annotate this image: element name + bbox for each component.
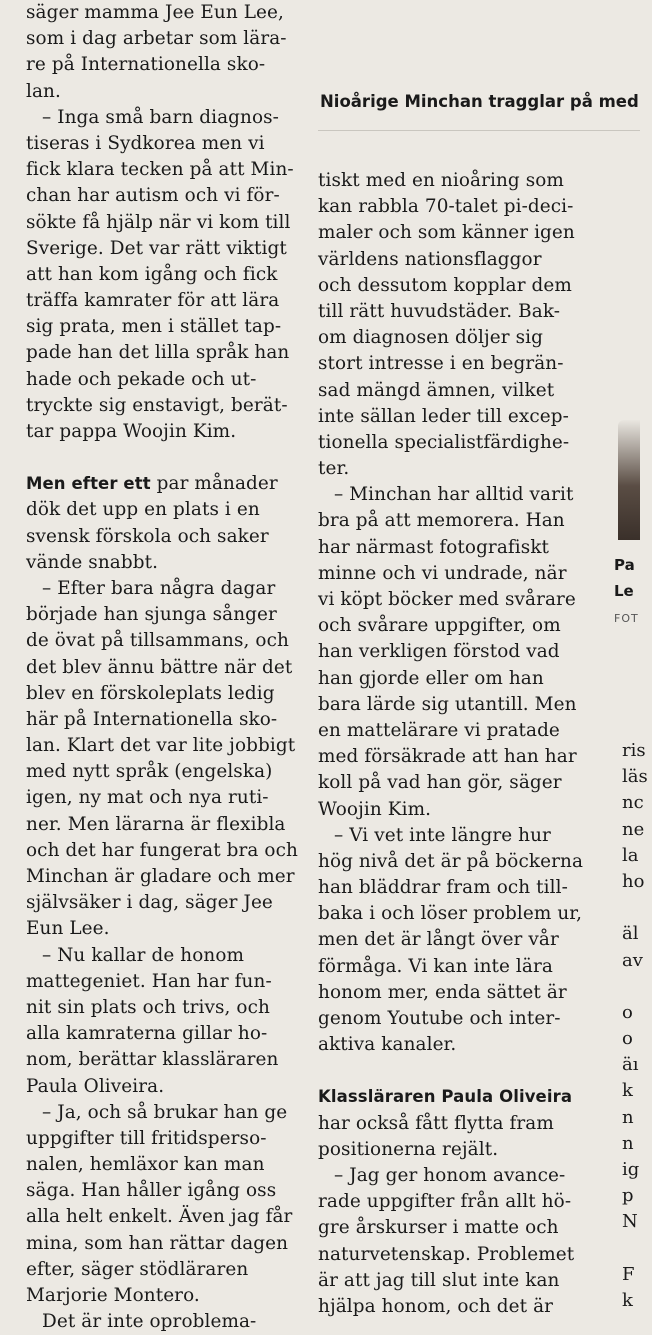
text-line-content: en mattelärare vi pratade xyxy=(318,719,560,741)
text-line-content: och det har fungerat bra och xyxy=(26,839,298,861)
text-line xyxy=(26,262,306,288)
text-line-content: han verkligen förstod vad xyxy=(318,641,560,663)
text-line-content: tryckte sig enstavigt, berät- xyxy=(26,394,288,416)
text-line xyxy=(26,1283,306,1309)
cropped-text-fragment: N xyxy=(622,1211,638,1233)
text-line xyxy=(26,995,306,1021)
cropped-text-fragment: o xyxy=(622,1001,633,1023)
article-column-middle xyxy=(318,168,610,1320)
text-line-content: – Nu kallar de honom xyxy=(42,944,245,966)
text-line-content: hade och pekade och ut- xyxy=(26,368,257,390)
text-line xyxy=(26,864,306,890)
text-line xyxy=(26,0,306,26)
text-line xyxy=(26,1074,306,1100)
photo-caption-name-fragment: Pa xyxy=(614,556,635,574)
text-line xyxy=(26,838,306,864)
photo-caption-headline: Nioårige Minchan tragglar på med xyxy=(320,92,639,111)
cropped-text-fragment: la xyxy=(622,844,639,866)
text-line-content: har närmast fotografiskt xyxy=(318,536,550,558)
text-line xyxy=(318,1084,610,1110)
text-line xyxy=(318,587,610,613)
text-line-content: och dessutom kopplar dem xyxy=(318,274,572,296)
text-line-content: re på Internationella sko- xyxy=(26,54,266,76)
text-line xyxy=(318,1215,610,1241)
text-line-content: rade uppgifter från allt hö- xyxy=(318,1191,572,1213)
text-line-content: förmåga. Vi kan inte lära xyxy=(318,955,553,977)
cropped-text-fragment xyxy=(622,974,652,1000)
text-line-content: koll på vad han gör, säger xyxy=(318,772,562,794)
text-line xyxy=(26,524,306,550)
text-line-content: vi köpt böcker med svårare xyxy=(318,589,576,610)
text-line xyxy=(318,1189,610,1215)
text-line xyxy=(26,576,306,602)
text-line-content: sig prata, men i stället tap- xyxy=(26,316,282,338)
text-line-content: världens nationsflaggor xyxy=(318,248,542,270)
text-line xyxy=(26,1152,306,1178)
text-line xyxy=(26,1257,306,1283)
text-line xyxy=(26,471,306,497)
text-line xyxy=(318,1006,610,1032)
text-line xyxy=(318,770,610,796)
text-line-content: igen, ny mat och nya ruti- xyxy=(26,787,269,809)
text-line-content: Woojin Kim. xyxy=(318,798,432,820)
text-line xyxy=(26,210,306,236)
text-line xyxy=(26,943,306,969)
text-line-content: blev en förskoleplats ledig xyxy=(26,682,275,704)
text-line xyxy=(26,497,306,523)
text-line-content: – Jag ger honom avance- xyxy=(334,1164,566,1186)
cropped-text-fragment: läs xyxy=(622,766,648,788)
text-line-content: – Vi vet inte längre hur xyxy=(334,824,551,846)
text-line-content: Eun Lee. xyxy=(26,918,110,940)
text-line xyxy=(26,52,306,78)
text-line xyxy=(26,26,306,52)
text-line xyxy=(318,613,610,639)
text-line xyxy=(26,419,306,445)
text-line xyxy=(318,875,610,901)
text-line-content: han bläddrar fram och till- xyxy=(318,877,568,899)
text-line-content: aktiva kanaler. xyxy=(318,1034,457,1056)
text-line-content: Minchan är gladare och mer xyxy=(26,866,295,887)
text-line xyxy=(318,718,610,744)
paragraph-gap xyxy=(26,445,306,471)
text-line-content: nit sin plats och trivs, och xyxy=(26,996,270,1018)
cropped-text-fragment: n xyxy=(622,1132,634,1154)
text-line xyxy=(318,325,610,351)
text-line-content: Det är inte oproblema- xyxy=(42,1311,257,1333)
text-line xyxy=(318,220,610,246)
text-line-content: hjälpa honom, och det är xyxy=(318,1295,554,1317)
text-line-content: uppgifter till fritidsperso- xyxy=(26,1127,267,1149)
text-line xyxy=(318,639,610,665)
text-line-content: det blev ännu bättre när det xyxy=(26,656,293,678)
cropped-text-fragment: av xyxy=(622,949,643,971)
text-line xyxy=(318,508,610,534)
text-line-content: tionella specialistfärdighe- xyxy=(318,431,570,453)
text-line-content: fick klara tecken på att Min- xyxy=(26,159,294,181)
text-line xyxy=(318,744,610,770)
cropped-text-fragment: nc xyxy=(622,792,644,814)
text-line xyxy=(318,927,610,953)
text-line xyxy=(318,1242,610,1268)
cropped-text-fragment: ho xyxy=(622,870,645,892)
text-line xyxy=(318,247,610,273)
text-line-content: de övat på tillsammans, och xyxy=(26,630,289,652)
text-line xyxy=(318,901,610,927)
text-line xyxy=(318,849,610,875)
text-line-content: Paula Oliveira. xyxy=(26,1075,165,1097)
text-line xyxy=(318,980,610,1006)
text-line-content: tar pappa Woojin Kim. xyxy=(26,421,237,442)
text-line-content: sad mängd ämnen, vilket xyxy=(318,379,555,401)
text-line-content: nalen, hemläxor kan man xyxy=(26,1154,265,1176)
text-line-content: har också fått flytta fram xyxy=(318,1112,554,1134)
text-line-content: om diagnosen döljer sig xyxy=(318,327,544,349)
text-line xyxy=(318,692,610,718)
text-line-content: som i dag arbetar som lära- xyxy=(26,28,287,50)
cropped-text-fragment: o xyxy=(622,1028,633,1050)
cropped-text-fragment: p xyxy=(622,1185,634,1207)
text-line-content: genom Youtube och inter- xyxy=(318,1008,561,1029)
text-line xyxy=(318,561,610,587)
text-line-content: mina, som han rättar dagen xyxy=(26,1232,289,1254)
text-line-content: till rätt huvudstäder. Bak- xyxy=(318,300,561,322)
text-line-content: efter, säger stödläraren xyxy=(26,1258,249,1280)
cropped-text-fragment: ris xyxy=(622,740,646,761)
text-line xyxy=(26,1126,306,1152)
cropped-text-fragment xyxy=(622,1236,652,1262)
text-line xyxy=(26,602,306,628)
text-line-content: par månader xyxy=(150,473,278,495)
text-line-content: pade han det lilla språk han xyxy=(26,342,290,364)
text-line-content: – Ja, och så brukar han ge xyxy=(42,1101,288,1123)
text-line-content: träffa kamrater för att lära xyxy=(26,290,280,312)
text-line-content: vände snabbt. xyxy=(26,551,159,573)
text-line-content: säger mamma Jee Eun Lee, xyxy=(26,2,284,23)
text-line-content: honom mer, enda sättet är xyxy=(318,981,567,1003)
text-line xyxy=(26,1204,306,1230)
text-line xyxy=(26,681,306,707)
text-line xyxy=(26,969,306,995)
text-line xyxy=(26,733,306,759)
text-line-content: är att jag till slut inte kan xyxy=(318,1269,560,1291)
text-line xyxy=(26,890,306,916)
text-line xyxy=(26,1309,306,1335)
text-line-content: dök det upp en plats i en xyxy=(26,499,260,521)
text-line-content: minne och vi undrade, när xyxy=(318,562,567,584)
text-line xyxy=(318,430,610,456)
text-line xyxy=(318,1111,610,1137)
text-line-content: med nytt språk (engelska) xyxy=(26,761,273,783)
text-line xyxy=(26,340,306,366)
photo-caption-name-fragment-2: Le xyxy=(614,582,634,600)
text-line xyxy=(26,157,306,183)
text-line-content: sökte få hjälp när vi kom till xyxy=(26,211,291,233)
caption-divider xyxy=(318,130,640,131)
text-line xyxy=(26,916,306,942)
text-line-content: hög nivå det är på böckerna xyxy=(318,850,584,872)
text-line xyxy=(26,550,306,576)
text-line xyxy=(318,954,610,980)
text-line-content: maler och som känner igen xyxy=(318,222,575,244)
text-line-content: bara lärde sig utantill. Men xyxy=(318,693,577,715)
text-line xyxy=(318,823,610,849)
text-line xyxy=(26,1231,306,1257)
text-line-content: lan. xyxy=(26,80,61,102)
text-line-content: ter. xyxy=(318,458,350,480)
text-line-content: säga. Han håller igång oss xyxy=(26,1180,277,1202)
cropped-text-fragment: ne xyxy=(622,818,645,840)
cropped-text-fragment: äl xyxy=(622,923,639,945)
text-line xyxy=(318,535,610,561)
text-line xyxy=(318,273,610,299)
lead-in-text: Men efter ett xyxy=(26,474,151,494)
text-line xyxy=(318,666,610,692)
text-line xyxy=(318,482,610,508)
text-line-content: – Inga små barn diagnos- xyxy=(42,106,279,128)
photo-credit-fragment: FOT xyxy=(614,612,639,625)
text-line xyxy=(26,131,306,157)
text-line xyxy=(318,797,610,823)
text-line xyxy=(318,1163,610,1189)
text-line xyxy=(318,1268,610,1294)
text-line-content: – Efter bara några dagar xyxy=(42,577,276,599)
text-line-content: men det är långt över vår xyxy=(318,929,559,951)
text-line xyxy=(318,456,610,482)
text-line xyxy=(318,299,610,325)
text-line xyxy=(318,1032,610,1058)
text-line-content: inte sällan leder till excep- xyxy=(318,405,569,427)
text-line-content: nom, berättar klassläraren xyxy=(26,1049,279,1071)
text-line-content: positionerna rejält. xyxy=(318,1138,499,1160)
text-line xyxy=(318,378,610,404)
cropped-text-fragment: äı xyxy=(622,1054,639,1076)
text-line xyxy=(26,105,306,131)
text-line xyxy=(318,1137,610,1163)
text-line-content: Marjorie Montero. xyxy=(26,1285,200,1306)
text-line xyxy=(26,1178,306,1204)
text-line-content: tiseras i Sydkorea men vi xyxy=(26,132,265,154)
text-line xyxy=(26,393,306,419)
article-column-left xyxy=(26,0,306,1335)
cropped-text-fragment: k xyxy=(622,1289,633,1311)
cropped-text-fragment: ig xyxy=(622,1159,640,1180)
text-line-content: alla kamraterna gillar ho- xyxy=(26,1023,268,1045)
text-line xyxy=(26,1047,306,1073)
text-line-content: baka i och löser problem ur, xyxy=(318,903,583,925)
text-line xyxy=(26,628,306,654)
text-line-content: här på Internationella sko- xyxy=(26,708,278,730)
text-line-content: stort intresse i en begrän- xyxy=(318,353,564,375)
text-line-content: han gjorde eller om han xyxy=(318,667,544,689)
text-line xyxy=(26,1100,306,1126)
text-line-content: att han kom igång och fick xyxy=(26,263,278,285)
text-line xyxy=(26,1021,306,1047)
text-line-content: svensk förskola och saker xyxy=(26,525,269,547)
text-line xyxy=(26,314,306,340)
text-line-content: med försäkrade att han har xyxy=(318,746,577,768)
text-line xyxy=(26,367,306,393)
text-line-content: kan rabbla 70-talet pi-deci- xyxy=(318,196,574,218)
text-line-content: lan. Klart det var lite jobbigt xyxy=(26,735,296,757)
text-line-content: började han sjunga sånger xyxy=(26,604,277,626)
photo-cropped xyxy=(618,420,640,540)
text-line xyxy=(26,785,306,811)
paragraph-gap xyxy=(318,1058,610,1084)
text-line-content: alla helt enkelt. Även jag får xyxy=(26,1206,293,1228)
text-line xyxy=(26,288,306,314)
text-line xyxy=(26,707,306,733)
text-line-content: chan har autism och vi för- xyxy=(26,185,280,207)
cropped-text-fragment: F xyxy=(622,1263,635,1285)
text-line xyxy=(26,812,306,838)
text-line-content: naturvetenskap. Problemet xyxy=(318,1243,575,1265)
text-line-content: tiskt med en nioåring som xyxy=(318,170,564,191)
text-line-content: ner. Men lärarna är flexibla xyxy=(26,813,286,835)
text-line xyxy=(26,183,306,209)
text-line xyxy=(318,404,610,430)
text-line xyxy=(26,759,306,785)
text-line-content: bra på att memorera. Han xyxy=(318,510,565,532)
article-column-right-cropped xyxy=(622,738,652,1314)
lead-in-text: Klassläraren Paula Oliveira xyxy=(318,1087,573,1107)
text-line-content: Sverige. Det var rätt viktigt xyxy=(26,237,287,259)
text-line xyxy=(318,194,610,220)
text-line-content: självsäker i dag, säger Jee xyxy=(26,892,273,914)
text-line xyxy=(26,79,306,105)
text-line-content: mattegeniet. Han har fun- xyxy=(26,970,272,992)
text-line xyxy=(318,351,610,377)
text-line xyxy=(26,236,306,262)
text-line-content: och svårare uppgifter, om xyxy=(318,615,561,637)
cropped-text-fragment: k xyxy=(622,1080,633,1102)
text-line-content: gre årskurser i matte och xyxy=(318,1217,559,1239)
cropped-text-fragment: n xyxy=(622,1106,634,1128)
text-line-content: – Minchan har alltid varit xyxy=(334,484,574,506)
text-line xyxy=(318,1294,610,1320)
text-line xyxy=(26,655,306,681)
cropped-text-fragment xyxy=(622,895,652,921)
text-line xyxy=(318,168,610,194)
